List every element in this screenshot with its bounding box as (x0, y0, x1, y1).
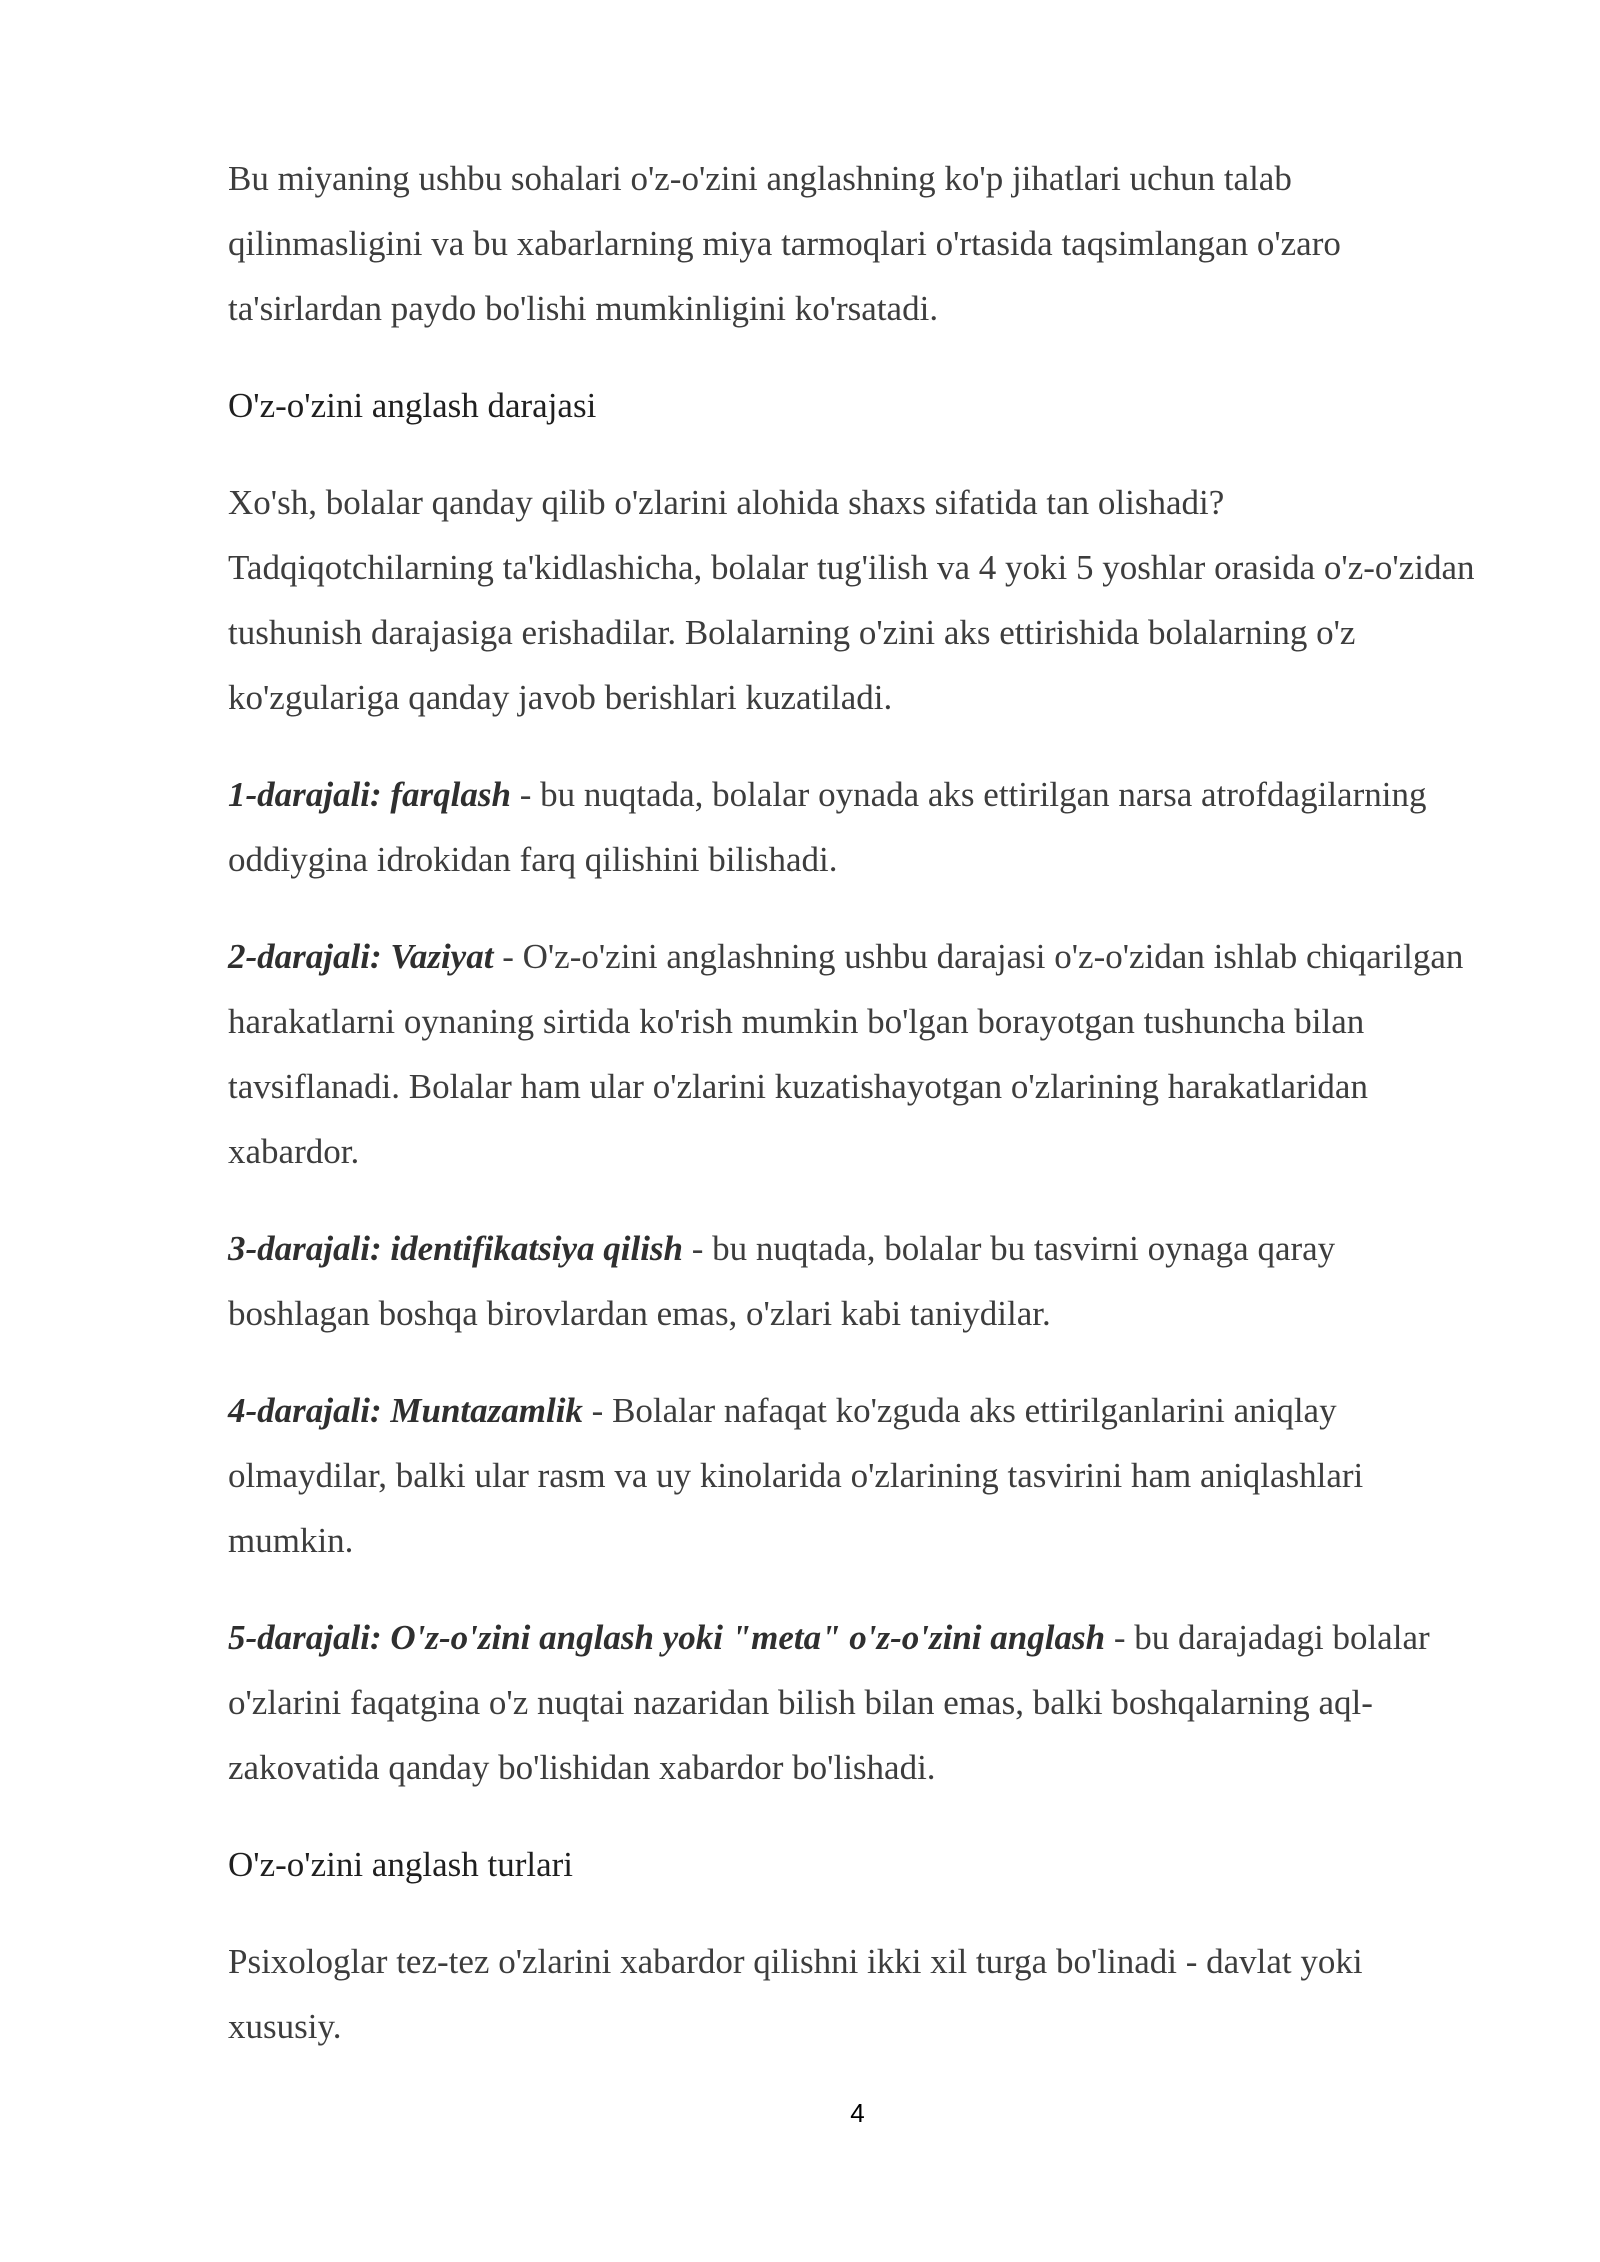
level-title-1: 1-darajali: farqlash (228, 775, 511, 814)
page-content (228, 146, 1478, 2091)
page-number: 4 (850, 2098, 865, 2128)
level-item-1 (228, 762, 1478, 892)
paragraph-levels-intro: Xo'sh, bolalar qanday qilib o'zlarini alohida shaxs sifatida tan olishadi? Tadqiqotchilarning ta'kidlashicha, bolalar tug'ilish va 4 yoki 5 yoshlar orasida o'z-o'zidan tushunish darajasiga erishadilar. Bolalarning o'zini aks ettirishida bolalarning o'z ko'zgulariga qanday javob berishlari kuzatiladi. (228, 483, 1475, 717)
level-title-3: 3-darajali: identifikatsiya qilish (228, 1229, 684, 1268)
level-text-3: - bu nuqtada, bolalar bu tasvirni oynaga qaray boshlagan boshqa birovlardan emas, o'zlari kabi taniydilar. (228, 1229, 1336, 1333)
level-item-3 (228, 1216, 1478, 1346)
level-item-4 (228, 1378, 1478, 1573)
paragraph-intro: Bu miyaning ushbu sohalari o'z-o'zini anglashning ko'p jihatlari uchun talab qilinmasligini va bu xabarlarning miya tarmoqlari o'rtasida taqsimlangan o'zaro ta'sirlardan paydo bo'lishi mumkinligini ko'rsatadi. (228, 159, 1341, 328)
paragraph-types: Psixologlar tez-tez o'zlarini xabardor qilishni ikki xil turga bo'linadi - davlat yoki xususiy. (228, 1942, 1363, 2046)
level-text-2: - O'z-o'zini anglashning ushbu darajasi o'z-o'zidan ishlab chiqarilgan harakatlarni oynaning sirtida ko'rish mumkin bo'lgan borayotgan tushuncha bilan tavsiflanadi. Bolalar ham ular o'zlarini kuzatishayotgan o'zlarining harakatlaridan xabardor. (228, 937, 1464, 1171)
level-title-4: 4-darajali: Muntazamlik (228, 1391, 583, 1430)
level-text-1: - bu nuqtada, bolalar oynada aks ettirilgan narsa atrofdagilarning oddiygina idrokidan farq qilishini bilishadi. (228, 775, 1427, 879)
level-title-5: 5-darajali: O'z-o'zini anglash yoki "meta" o'z-o'zini anglash (228, 1618, 1106, 1657)
section-heading-types: O'z-o'zini anglash turlari (228, 1845, 573, 1884)
level-item-5 (228, 1605, 1478, 1800)
section-heading-levels: O'z-o'zini anglash darajasi (228, 386, 597, 425)
level-title-2: 2-darajali: Vaziyat (228, 937, 494, 976)
level-text-5: - bu darajadagi bolalar o'zlarini faqatgina o'z nuqtai nazaridan bilish bilan emas, balki boshqalarning aql-zakovatida qanday bo'lishidan xabardor bo'lishadi. (228, 1618, 1430, 1787)
level-item-2 (228, 924, 1478, 1184)
level-text-4: - Bolalar nafaqat ko'zguda aks ettirilganlarini aniqlay olmaydilar, balki ular rasm va uy kinolarida o'zlarining tasvirini ham aniqlashlari mumkin. (228, 1391, 1364, 1560)
